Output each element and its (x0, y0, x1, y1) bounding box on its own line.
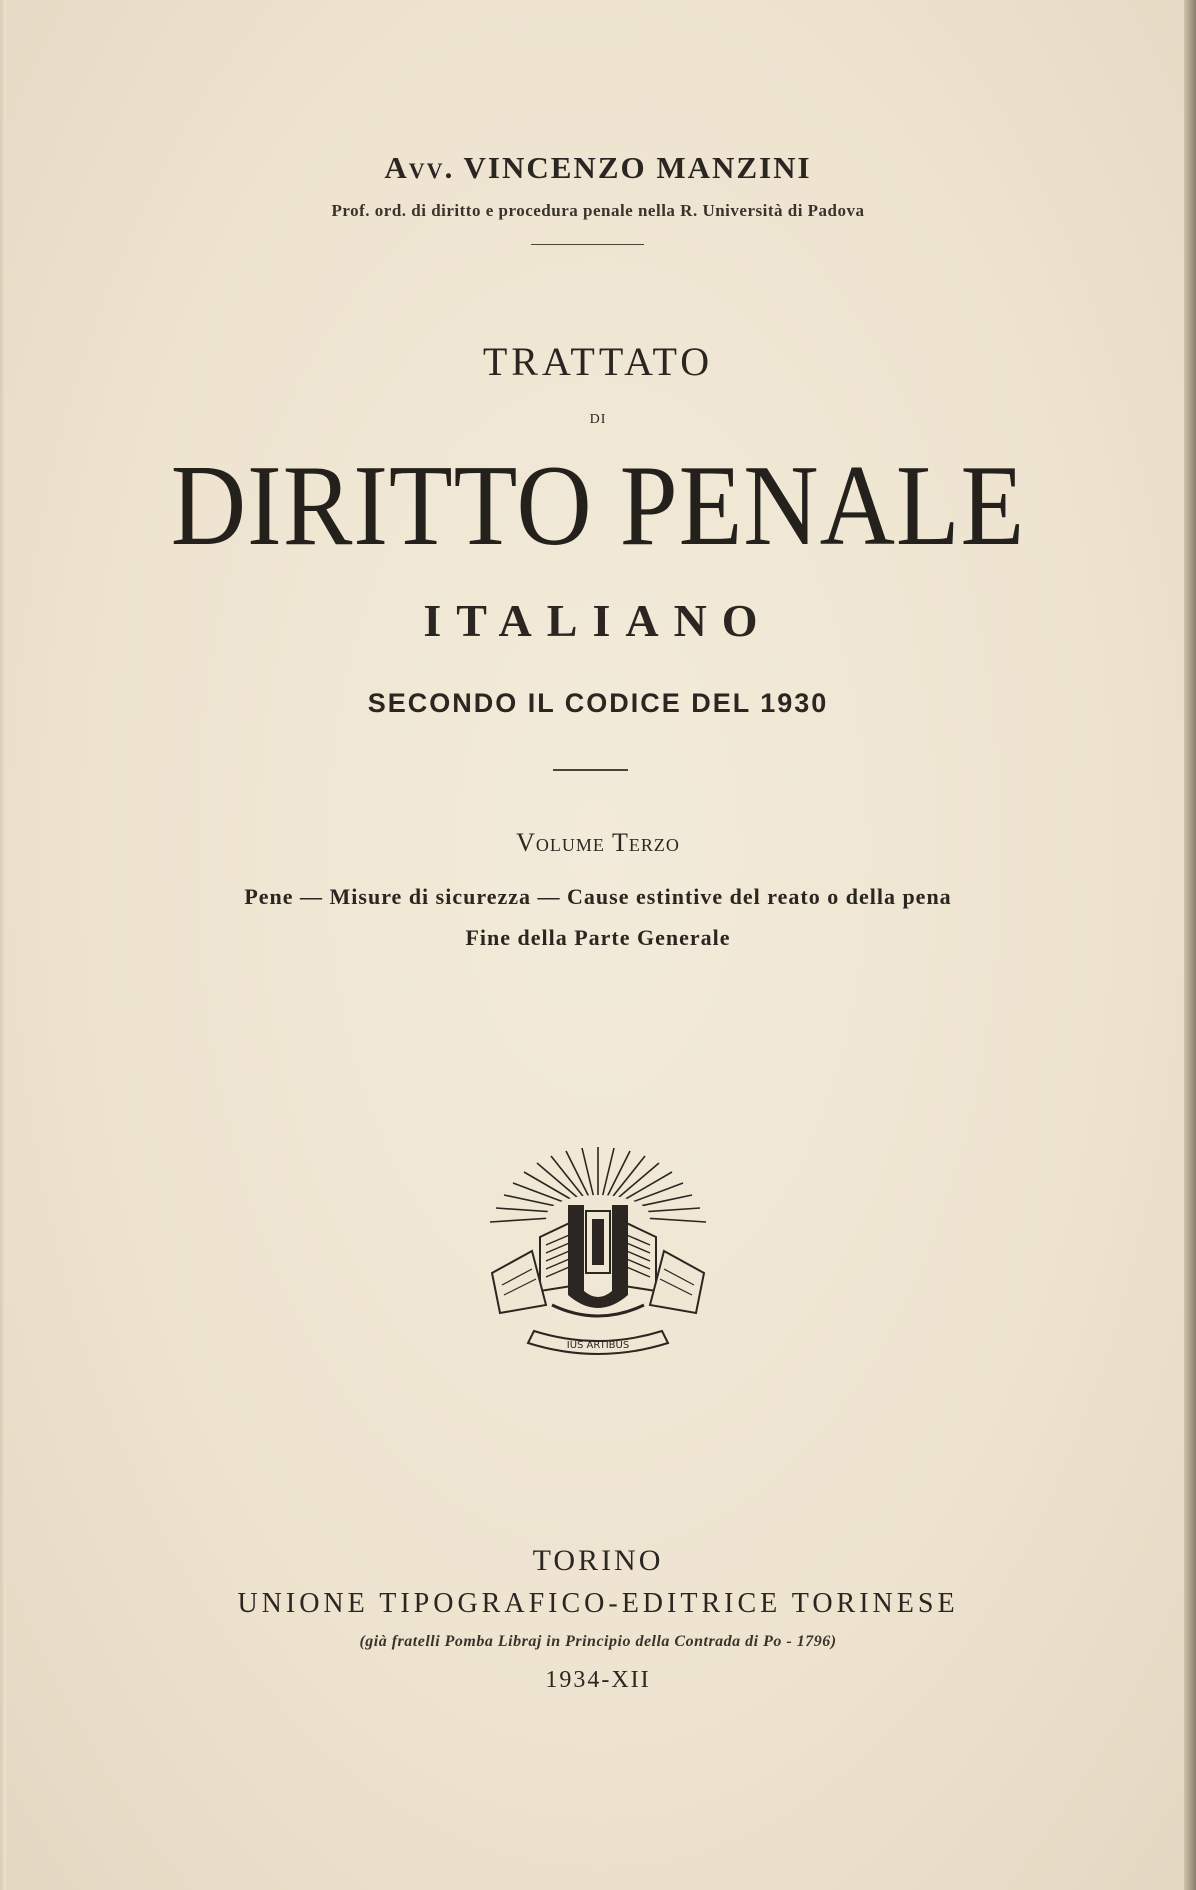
imprint-publisher: UNIONE TIPOGRAFICO-EDITRICE TORINESE (237, 1588, 959, 1619)
imprint-year: 1934-XII (545, 1667, 651, 1693)
imprint-note: (già fratelli Pomba Libraj in Principio della Contrada di Po - 1796) (359, 1633, 837, 1650)
title-pre: TRATTATO (482, 339, 714, 384)
author-line (0, 150, 1196, 186)
volume-label: Volume Terzo (516, 828, 680, 857)
divider-rule (553, 769, 628, 771)
title-sub: ITALIANO (423, 595, 773, 646)
volume-subjects: Pene — Misure di sicurezza — Cause estintive del reato o della pena (244, 884, 952, 909)
title-di: DI (589, 412, 607, 427)
volume-subjects-2: Fine della Parte Generale (465, 925, 731, 950)
divider-rule (531, 244, 644, 245)
publisher-emblem-icon (482, 1145, 714, 1365)
author-affiliation: Prof. ord. di diritto e procedura penale nella R. Università di Padova (331, 201, 865, 220)
title-edition: SECONDO IL CODICE DEL 1930 (367, 688, 829, 718)
author-prefix: Avv. (384, 150, 455, 185)
imprint-city: TORINO (532, 1544, 664, 1577)
author-name: VINCENZO MANZINI (463, 150, 812, 185)
main-title: DIRITTO PENALE (170, 442, 1026, 570)
emblem-motto: IUS ARTIBUS (566, 1340, 630, 1351)
